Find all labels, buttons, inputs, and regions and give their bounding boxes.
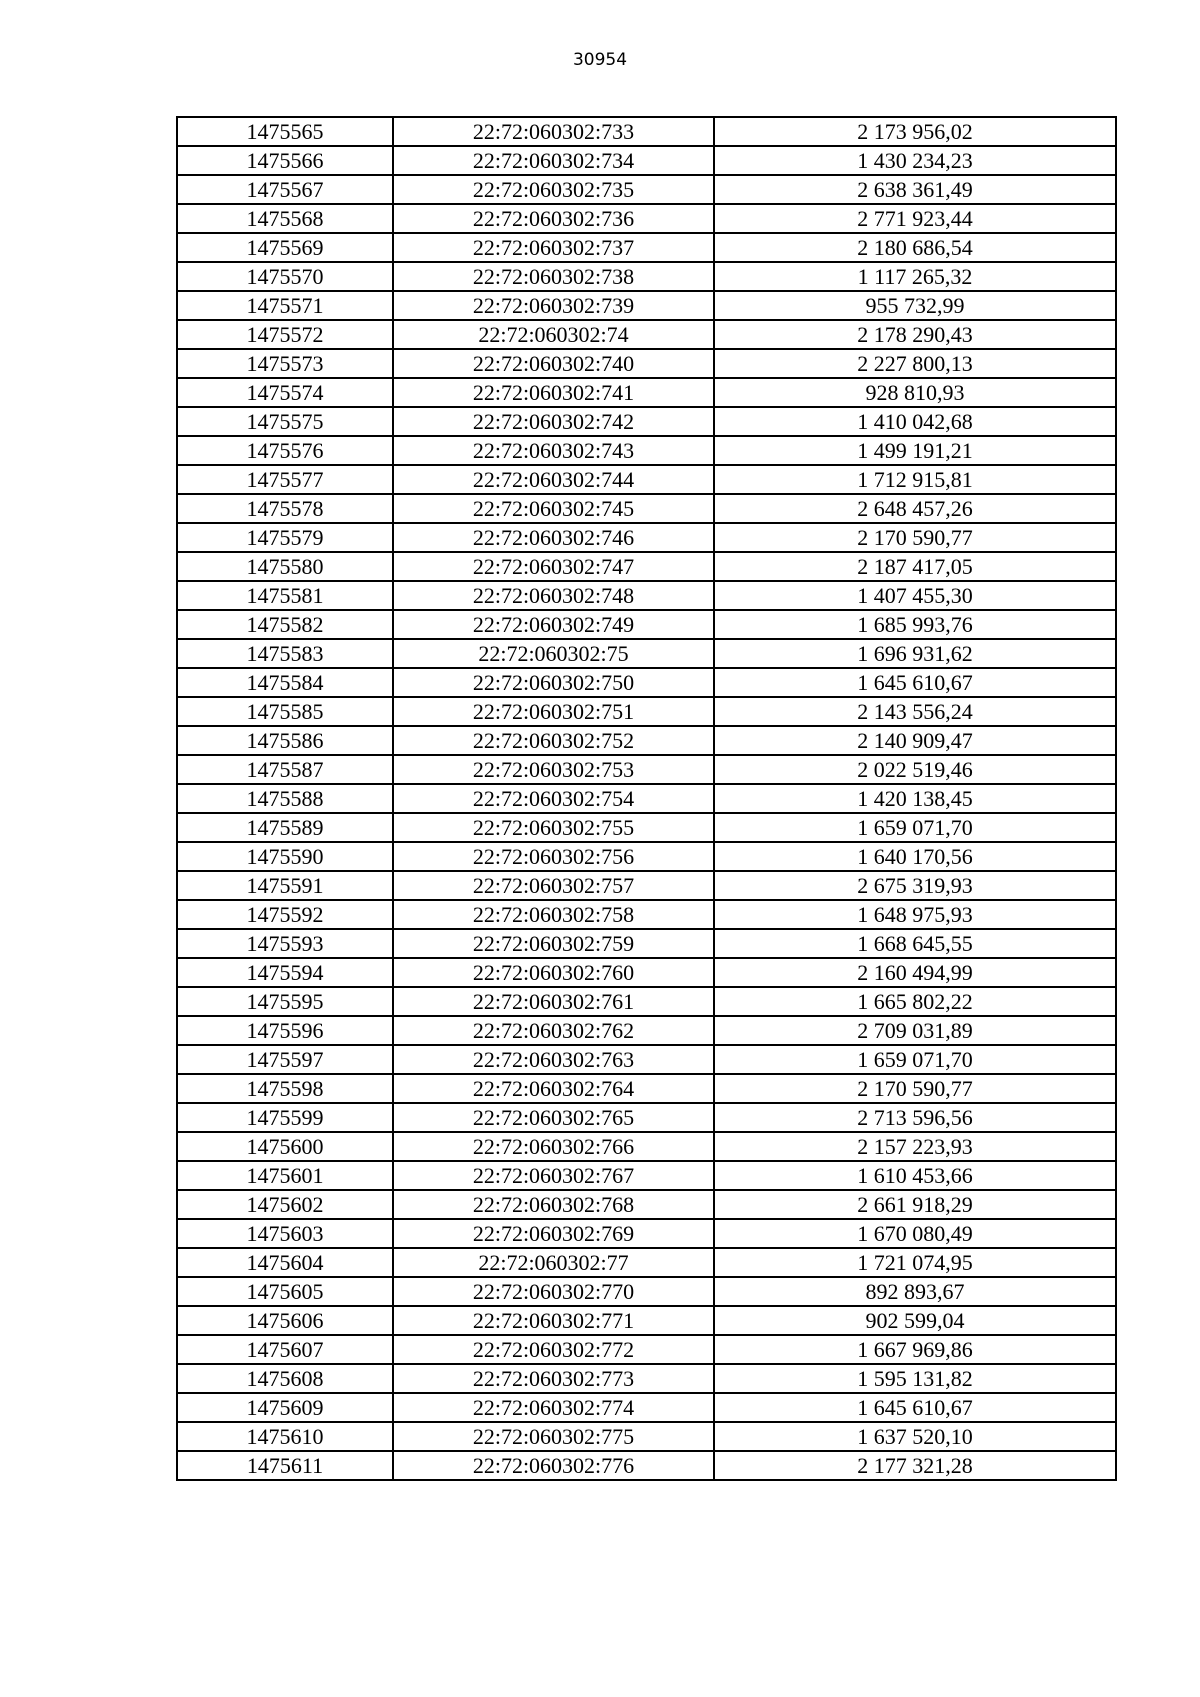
- table-row: [177, 1074, 1116, 1103]
- cadastral-number-cell: 22:72:060302:752: [393, 726, 714, 755]
- table-row: [177, 813, 1116, 842]
- record-number-cell: 1475577: [177, 465, 393, 494]
- record-number-cell: 1475571: [177, 291, 393, 320]
- value-cell: 1 670 080,49: [714, 1219, 1116, 1248]
- table-row: [177, 610, 1116, 639]
- value-cell: 1 721 074,95: [714, 1248, 1116, 1277]
- table-row: [177, 697, 1116, 726]
- cadastral-number-cell: 22:72:060302:775: [393, 1422, 714, 1451]
- cadastral-number-cell: 22:72:060302:750: [393, 668, 714, 697]
- table-row: [177, 1161, 1116, 1190]
- value-cell: 2 173 956,02: [714, 117, 1116, 146]
- table-row: [177, 465, 1116, 494]
- table-row: [177, 204, 1116, 233]
- cadastral-number-cell: 22:72:060302:739: [393, 291, 714, 320]
- record-number-cell: 1475591: [177, 871, 393, 900]
- value-cell: 2 143 556,24: [714, 697, 1116, 726]
- table-row: [177, 871, 1116, 900]
- table-row: [177, 349, 1116, 378]
- cadastral-number-cell: 22:72:060302:74: [393, 320, 714, 349]
- cadastral-number-cell: 22:72:060302:743: [393, 436, 714, 465]
- cadastral-number-cell: 22:72:060302:753: [393, 755, 714, 784]
- value-cell: 2 160 494,99: [714, 958, 1116, 987]
- value-cell: 2 709 031,89: [714, 1016, 1116, 1045]
- record-number-cell: 1475604: [177, 1248, 393, 1277]
- record-number-cell: 1475575: [177, 407, 393, 436]
- cadastral-number-cell: 22:72:060302:764: [393, 1074, 714, 1103]
- table-row: [177, 436, 1116, 465]
- cadastral-number-cell: 22:72:060302:740: [393, 349, 714, 378]
- record-number-cell: 1475608: [177, 1364, 393, 1393]
- record-number-cell: 1475585: [177, 697, 393, 726]
- record-number-cell: 1475583: [177, 639, 393, 668]
- cadastral-number-cell: 22:72:060302:746: [393, 523, 714, 552]
- table-row: [177, 668, 1116, 697]
- cadastral-number-cell: 22:72:060302:758: [393, 900, 714, 929]
- cadastral-number-cell: 22:72:060302:772: [393, 1335, 714, 1364]
- value-cell: 1 117 265,32: [714, 262, 1116, 291]
- record-number-cell: 1475611: [177, 1451, 393, 1480]
- record-number-cell: 1475605: [177, 1277, 393, 1306]
- record-number-cell: 1475595: [177, 987, 393, 1016]
- value-cell: 1 610 453,66: [714, 1161, 1116, 1190]
- cadastral-number-cell: 22:72:060302:749: [393, 610, 714, 639]
- cadastral-number-cell: 22:72:060302:773: [393, 1364, 714, 1393]
- value-cell: 2 140 909,47: [714, 726, 1116, 755]
- value-cell: 2 187 417,05: [714, 552, 1116, 581]
- table-row: [177, 523, 1116, 552]
- record-number-cell: 1475597: [177, 1045, 393, 1074]
- cadastral-number-cell: 22:72:060302:734: [393, 146, 714, 175]
- record-number-cell: 1475567: [177, 175, 393, 204]
- record-number-cell: 1475587: [177, 755, 393, 784]
- record-number-cell: 1475566: [177, 146, 393, 175]
- cadastral-number-cell: 22:72:060302:754: [393, 784, 714, 813]
- record-number-cell: 1475581: [177, 581, 393, 610]
- table-row: [177, 755, 1116, 784]
- value-cell: 2 170 590,77: [714, 1074, 1116, 1103]
- value-cell: 1 407 455,30: [714, 581, 1116, 610]
- value-cell: 1 659 071,70: [714, 1045, 1116, 1074]
- table-body: [177, 117, 1116, 1480]
- cadastral-number-cell: 22:72:060302:744: [393, 465, 714, 494]
- record-number-cell: 1475601: [177, 1161, 393, 1190]
- record-number-cell: 1475570: [177, 262, 393, 291]
- value-cell: 2 170 590,77: [714, 523, 1116, 552]
- record-number-cell: 1475594: [177, 958, 393, 987]
- cadastral-number-cell: 22:72:060302:767: [393, 1161, 714, 1190]
- cadastral-number-cell: 22:72:060302:741: [393, 378, 714, 407]
- value-cell: 2 227 800,13: [714, 349, 1116, 378]
- cadastral-number-cell: 22:72:060302:766: [393, 1132, 714, 1161]
- table-row: [177, 320, 1116, 349]
- value-cell: 1 430 234,23: [714, 146, 1116, 175]
- record-number-cell: 1475603: [177, 1219, 393, 1248]
- record-number-cell: 1475607: [177, 1335, 393, 1364]
- table-row: [177, 1132, 1116, 1161]
- record-number-cell: 1475588: [177, 784, 393, 813]
- record-number-cell: 1475565: [177, 117, 393, 146]
- cadastral-number-cell: 22:72:060302:77: [393, 1248, 714, 1277]
- table-row: [177, 1248, 1116, 1277]
- record-number-cell: 1475590: [177, 842, 393, 871]
- table-row: [177, 494, 1116, 523]
- record-number-cell: 1475609: [177, 1393, 393, 1422]
- table-row: [177, 987, 1116, 1016]
- value-cell: 2 180 686,54: [714, 233, 1116, 262]
- table-row: [177, 900, 1116, 929]
- table-row: [177, 784, 1116, 813]
- table-row: [177, 958, 1116, 987]
- cadastral-number-cell: 22:72:060302:765: [393, 1103, 714, 1132]
- record-number-cell: 1475573: [177, 349, 393, 378]
- cadastral-number-cell: 22:72:060302:757: [393, 871, 714, 900]
- cadastral-number-cell: 22:72:060302:755: [393, 813, 714, 842]
- record-number-cell: 1475600: [177, 1132, 393, 1161]
- table-row: [177, 378, 1116, 407]
- table-row: [177, 175, 1116, 204]
- value-cell: 2 638 361,49: [714, 175, 1116, 204]
- cadastral-number-cell: 22:72:060302:75: [393, 639, 714, 668]
- value-cell: 1 645 610,67: [714, 668, 1116, 697]
- table-row: [177, 1306, 1116, 1335]
- record-number-cell: 1475606: [177, 1306, 393, 1335]
- cadastral-number-cell: 22:72:060302:770: [393, 1277, 714, 1306]
- table-row: [177, 291, 1116, 320]
- record-number-cell: 1475572: [177, 320, 393, 349]
- table-row: [177, 262, 1116, 291]
- record-number-cell: 1475598: [177, 1074, 393, 1103]
- cadastral-number-cell: 22:72:060302:735: [393, 175, 714, 204]
- cadastral-number-cell: 22:72:060302:751: [393, 697, 714, 726]
- value-cell: 2 675 319,93: [714, 871, 1116, 900]
- record-number-cell: 1475610: [177, 1422, 393, 1451]
- value-cell: 1 667 969,86: [714, 1335, 1116, 1364]
- cadastral-number-cell: 22:72:060302:747: [393, 552, 714, 581]
- record-number-cell: 1475586: [177, 726, 393, 755]
- page-number: 30954: [572, 50, 628, 70]
- record-number-cell: 1475576: [177, 436, 393, 465]
- table-row: [177, 1103, 1116, 1132]
- value-cell: 1 645 610,67: [714, 1393, 1116, 1422]
- value-cell: 2 022 519,46: [714, 755, 1116, 784]
- record-number-cell: 1475574: [177, 378, 393, 407]
- value-cell: 2 661 918,29: [714, 1190, 1116, 1219]
- table-row: [177, 1190, 1116, 1219]
- table-row: [177, 407, 1116, 436]
- value-cell: 1 712 915,81: [714, 465, 1116, 494]
- cadastral-number-cell: 22:72:060302:737: [393, 233, 714, 262]
- cadastral-number-cell: 22:72:060302:776: [393, 1451, 714, 1480]
- table-row: [177, 929, 1116, 958]
- value-cell: 2 648 457,26: [714, 494, 1116, 523]
- table-row: [177, 1393, 1116, 1422]
- value-cell: 1 499 191,21: [714, 436, 1116, 465]
- cadastral-number-cell: 22:72:060302:762: [393, 1016, 714, 1045]
- cadastral-number-cell: 22:72:060302:742: [393, 407, 714, 436]
- value-cell: 1 668 645,55: [714, 929, 1116, 958]
- value-cell: 902 599,04: [714, 1306, 1116, 1335]
- cadastral-number-cell: 22:72:060302:745: [393, 494, 714, 523]
- cadastral-number-cell: 22:72:060302:760: [393, 958, 714, 987]
- table-row: [177, 1016, 1116, 1045]
- record-number-cell: 1475582: [177, 610, 393, 639]
- table-row: [177, 1364, 1116, 1393]
- table-row: [177, 842, 1116, 871]
- cadastral-number-cell: 22:72:060302:774: [393, 1393, 714, 1422]
- table-row: [177, 1422, 1116, 1451]
- record-number-cell: 1475584: [177, 668, 393, 697]
- cadastral-number-cell: 22:72:060302:756: [393, 842, 714, 871]
- table-row: [177, 639, 1116, 668]
- value-cell: 1 685 993,76: [714, 610, 1116, 639]
- record-number-cell: 1475596: [177, 1016, 393, 1045]
- table-row: [177, 581, 1116, 610]
- table-row: [177, 1451, 1116, 1480]
- table-row: [177, 146, 1116, 175]
- value-cell: 1 410 042,68: [714, 407, 1116, 436]
- record-number-cell: 1475602: [177, 1190, 393, 1219]
- value-cell: 2 157 223,93: [714, 1132, 1116, 1161]
- value-cell: 1 696 931,62: [714, 639, 1116, 668]
- table-row: [177, 1219, 1116, 1248]
- cadastral-number-cell: 22:72:060302:759: [393, 929, 714, 958]
- record-number-cell: 1475579: [177, 523, 393, 552]
- cadastral-number-cell: 22:72:060302:738: [393, 262, 714, 291]
- record-number-cell: 1475589: [177, 813, 393, 842]
- cadastral-number-cell: 22:72:060302:748: [393, 581, 714, 610]
- value-cell: 2 713 596,56: [714, 1103, 1116, 1132]
- cadastral-number-cell: 22:72:060302:769: [393, 1219, 714, 1248]
- value-cell: 1 637 520,10: [714, 1422, 1116, 1451]
- value-cell: 1 595 131,82: [714, 1364, 1116, 1393]
- table-row: [177, 233, 1116, 262]
- value-cell: 892 893,67: [714, 1277, 1116, 1306]
- value-cell: 1 420 138,45: [714, 784, 1116, 813]
- value-cell: 1 640 170,56: [714, 842, 1116, 871]
- value-cell: 2 771 923,44: [714, 204, 1116, 233]
- table-row: [177, 1277, 1116, 1306]
- table-row: [177, 117, 1116, 146]
- cadastral-number-cell: 22:72:060302:761: [393, 987, 714, 1016]
- value-cell: 928 810,93: [714, 378, 1116, 407]
- table-row: [177, 552, 1116, 581]
- value-cell: 2 178 290,43: [714, 320, 1116, 349]
- record-number-cell: 1475593: [177, 929, 393, 958]
- record-number-cell: 1475592: [177, 900, 393, 929]
- cadastral-number-cell: 22:72:060302:771: [393, 1306, 714, 1335]
- value-cell: 2 177 321,28: [714, 1451, 1116, 1480]
- table-row: [177, 1045, 1116, 1074]
- value-cell: 955 732,99: [714, 291, 1116, 320]
- data-table: [176, 116, 1117, 1481]
- value-cell: 1 665 802,22: [714, 987, 1116, 1016]
- cadastral-number-cell: 22:72:060302:763: [393, 1045, 714, 1074]
- cadastral-number-cell: 22:72:060302:733: [393, 117, 714, 146]
- cadastral-number-cell: 22:72:060302:768: [393, 1190, 714, 1219]
- table-row: [177, 726, 1116, 755]
- record-number-cell: 1475569: [177, 233, 393, 262]
- value-cell: 1 659 071,70: [714, 813, 1116, 842]
- record-number-cell: 1475580: [177, 552, 393, 581]
- record-number-cell: 1475568: [177, 204, 393, 233]
- record-number-cell: 1475578: [177, 494, 393, 523]
- value-cell: 1 648 975,93: [714, 900, 1116, 929]
- record-number-cell: 1475599: [177, 1103, 393, 1132]
- table-row: [177, 1335, 1116, 1364]
- cadastral-number-cell: 22:72:060302:736: [393, 204, 714, 233]
